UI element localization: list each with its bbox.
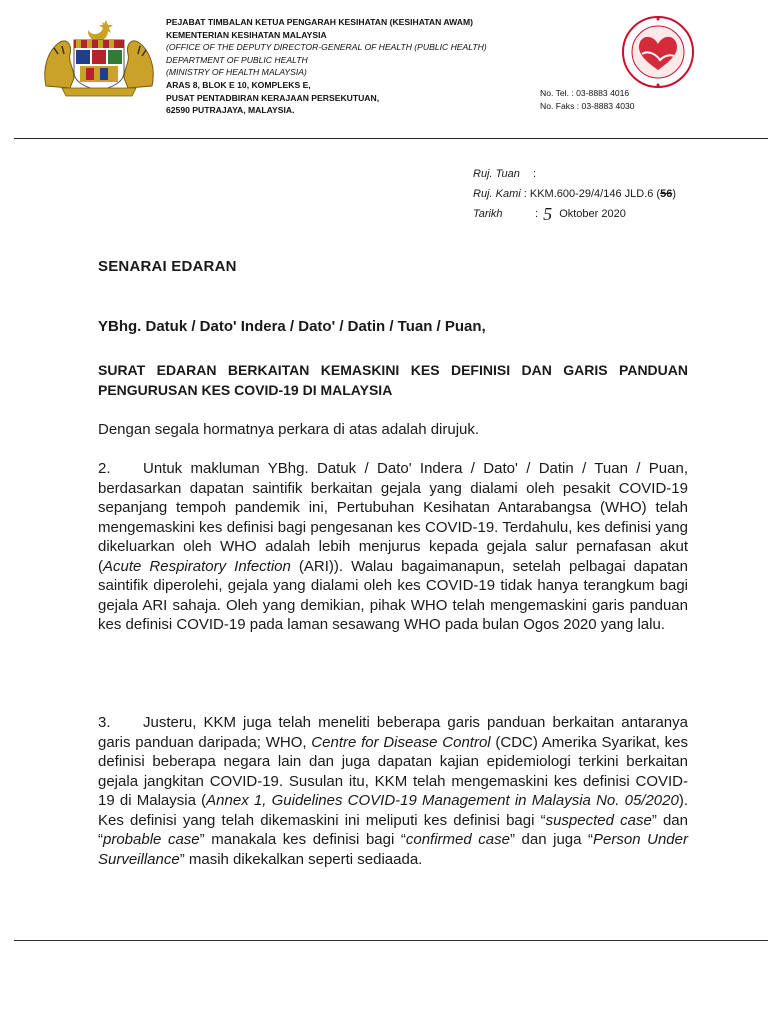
paragraph-3-number: 3. (98, 714, 111, 731)
tarikh-day-handwritten: 5 (543, 204, 553, 224)
paragraph-2-number: 2. (98, 460, 111, 477)
ruj-tuan-row: Ruj. Tuan : (473, 164, 676, 184)
ministry-heart-logo-icon (620, 14, 696, 90)
paragraph-3-italic-pus: Person Under Surveillance (98, 831, 688, 868)
office-name-english: (OFFICE OF THE DEPUTY DIRECTOR-GENERAL OF HEALTH (PUBLIC HEALTH) (166, 42, 487, 53)
paragraph-3-italic-annex: Annex 1, Guidelines COVID-19 Management in Malaysia No. 05/2020 (206, 792, 679, 809)
paragraph-2 (98, 459, 688, 635)
ruj-kami-value: KKM.600-29/4/146 JLD.6 ( (529, 188, 661, 200)
ministry-name-english: (MINISTRY OF HEALTH MALAYSIA) (166, 67, 307, 78)
tarikh-value: Oktober 2020 (559, 208, 626, 220)
paragraph-1: Dengan segala hormatnya perkara di atas adalah dirujuk. (98, 421, 480, 438)
distribution-list-heading: SENARAI EDARAN (98, 258, 237, 275)
paragraph-3-text-b: (CDC) Amerika Syarikat, kes definisi beberapa negara lain dan juga dapatan kajian epidemiologi terkini berkaitan gejala jangkitan COVID-19. Susulan itu, KKM telah mengemaskini kes definisi COVID-19 di Malaysia ( (98, 733, 688, 809)
telephone-number: No. Tel. : 03-8883 4016 (540, 88, 630, 98)
ruj-kami-close: ) (672, 188, 677, 200)
address-line-3: 62590 PUTRAJAYA, MALAYSIA. (166, 105, 295, 116)
letter-subject: SURAT EDARAN BERKAITAN KEMASKINI KES DEFINISI DAN GARIS PANDUAN PENGURUSAN KES COVID-19 DI MALAYSIA (98, 362, 688, 398)
coat-of-arms-icon (40, 16, 158, 98)
letterhead (0, 0, 768, 140)
paragraph-3-italic-cdc: Centre for Disease Control (311, 733, 491, 751)
office-address (166, 16, 487, 117)
salutation: YBhg. Datuk / Dato' Indera / Dato' / Datin / Tuan / Puan, (98, 318, 486, 335)
ruj-kami-label: Ruj. Kami (473, 188, 521, 200)
address-line-1: ARAS 8, BLOK E 10, KOMPLEKS E, (166, 79, 311, 90)
paragraph-3-text: Justeru, KKM juga telah meneliti beberapa garis panduan berkaitan antaranya garis panduan daripada; WHO, (98, 714, 688, 751)
ruj-kami-row: Ruj. Kami : KKM.600-29/4/146 JLD.6 (56) (473, 184, 676, 204)
paragraph-3-text-d: ” dan “ (98, 811, 688, 848)
paragraph-3-text-f: ” dan juga “ (509, 831, 594, 848)
ruj-tuan-label: Ruj. Tuan (473, 168, 520, 180)
paragraph-2-text-cont: (ARI)). Walau bagaimanapun, setelah pelbagai dapatan saintifik diperolehi, gejala yang dialami oleh kes COVID-19 tidak hanya terangkum bagi gejala ARI sahaja. Oleh yang demikian, pihak WHO telah mengemaskini garis panduan kes definisi COVID-19 pada laman sesawang WHO pada bulan Ogos 2020 yang lalu. (98, 557, 688, 633)
contact-numbers (540, 87, 635, 112)
tarikh-label: Tarikh (473, 208, 503, 220)
paragraph-3 (98, 713, 688, 869)
paragraph-2-italic-term: Acute Respiratory Infection (103, 557, 291, 575)
page-bottom-divider (14, 940, 768, 941)
reference-block (473, 164, 676, 224)
ministry-name-line: KEMENTERIAN KESIHATAN MALAYSIA (166, 29, 327, 40)
tarikh-row: Tarikh : 5 Oktober 2020 (473, 204, 626, 224)
paragraph-3-text-g: ” masih dikekalkan seperti sediaada. (179, 850, 423, 868)
paragraph-3-italic-confirmed: confirmed case (405, 831, 510, 848)
paragraph-2-text: Untuk makluman YBhg. Datuk / Dato' Indera / Dato' / Datin / Tuan / Puan, berdasarkan dapatan saintifik berkaitan gejala yang dialami oleh pesakit COVID-19 sepanjang tempoh pandemik ini, Pertubuhan Kesihatan Antarabangsa (WHO) telah mengemaskini kes definisi bagi pengesanan kes COVID-19. Terdahulu, kes definisi yang dikeluarkan oleh WHO adalah lebih menjurus kepada gejala salur pernafasan akut ( (98, 460, 688, 575)
paragraph-3-text-e: ” manakala kes definisi bagi “ (199, 831, 406, 848)
office-name-line: PEJABAT TIMBALAN KETUA PENGARAH KESIHATAN (KESIHATAN AWAM) (166, 17, 473, 27)
address-line-2: PUSAT PENTADBIRAN KERAJAAN PERSEKUTUAN, (166, 92, 380, 103)
fax-number: No. Faks : 03-8883 4030 (540, 100, 635, 111)
department-name-english: DEPARTMENT OF PUBLIC HEALTH (166, 54, 308, 65)
paragraph-3-text-c: ). Kes definisi yang telah dikemaskini ini meliputi kes definisi bagi “ (98, 792, 689, 829)
paragraph-3-italic-probable: probable case (103, 831, 200, 848)
letterhead-divider (14, 138, 768, 139)
paragraph-3-italic-suspected: suspected case (545, 811, 652, 829)
ruj-kami-number: 56 (660, 188, 673, 200)
